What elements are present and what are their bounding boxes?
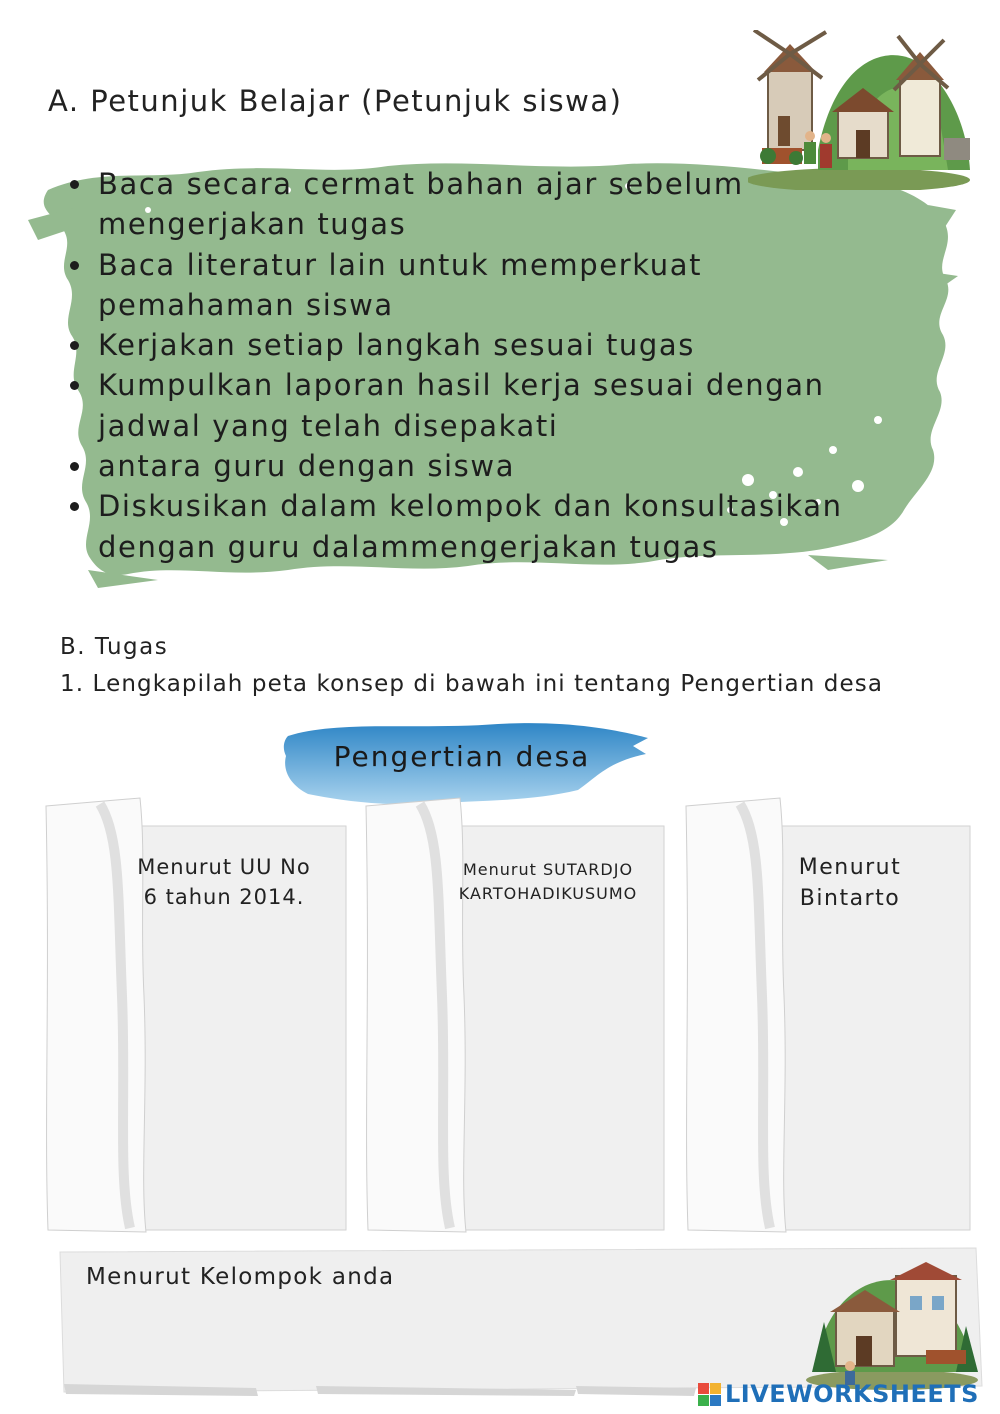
concept-card-label (762, 852, 938, 914)
concept-card-label (122, 852, 326, 912)
concept-card[interactable] (680, 796, 992, 1236)
village-illustration (748, 30, 974, 190)
liveworksheets-logo-icon (698, 1383, 721, 1406)
concept-card-label (442, 858, 654, 906)
list-item: Diskusikan dalam kelompok dan konsultasikan dengan guru dalammengerjakan tugas (66, 486, 866, 567)
logo-square (698, 1383, 709, 1394)
village-illustration (806, 1262, 978, 1390)
liveworksheets-watermark (698, 1378, 979, 1410)
logo-square (710, 1395, 721, 1406)
group-answer-label: Menurut Kelompok anda (86, 1264, 395, 1290)
list-item: antara guru dengan siswa (66, 446, 866, 486)
list-item: Kumpulkan laporan hasil kerja sesuai dengan jadwal yang telah disepakati (66, 365, 866, 446)
section-b-title: B. Tugas (60, 634, 169, 660)
concept-card[interactable] (40, 796, 352, 1236)
watermark-text: LIVEWORKSHEETS (725, 1380, 979, 1408)
logo-square (698, 1395, 709, 1406)
instruction-list (66, 164, 866, 567)
logo-square (710, 1383, 721, 1394)
list-item: Baca literatur lain untuk memperkuat pemahaman siswa (66, 245, 866, 326)
concept-card-line: KARTOHADIKUSUMO (458, 884, 638, 903)
concept-map-title: Pengertian desa (333, 740, 591, 773)
concept-card-line: Menurut SUTARDJO (462, 860, 634, 879)
list-item: Kerjakan setiap langkah sesuai tugas (66, 325, 866, 365)
section-a-title: A. Petunjuk Belajar (Petunjuk siswa) (48, 84, 623, 118)
concept-card-line: Menurut UU No (137, 855, 311, 879)
concept-card-line: Menurut (798, 855, 902, 880)
concept-card-line: 6 tahun 2014. (143, 885, 305, 909)
list-item: Baca secara cermat bahan ajar sebelum mengerjakan tugas (66, 164, 866, 245)
concept-card-line: Bintarto (799, 886, 901, 911)
task-instruction: 1. Lengkapilah peta konsep di bawah ini tentang Pengertian desa (60, 671, 884, 697)
concept-card[interactable] (360, 796, 672, 1236)
